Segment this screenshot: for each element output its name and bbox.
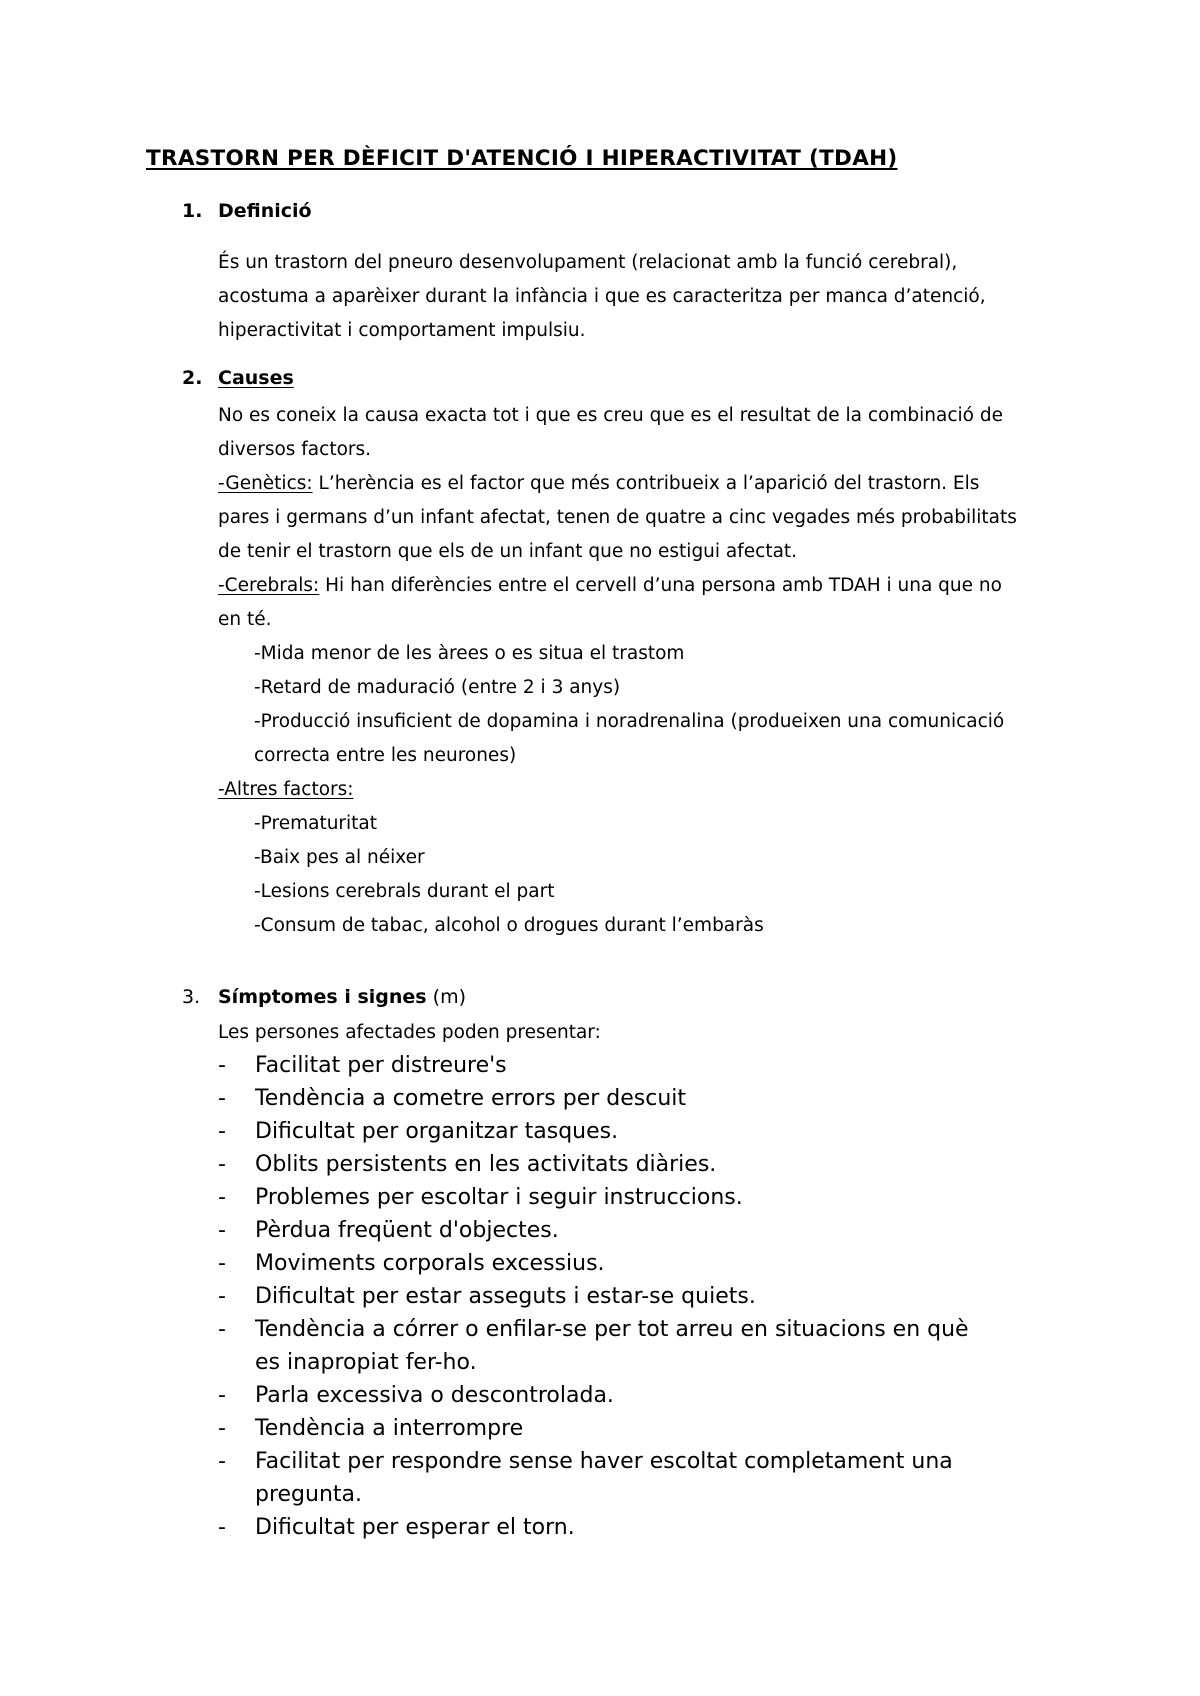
symptom-text: Tendència a cometre errors per descuit [255, 1086, 687, 1111]
bullet-dash: - [218, 1152, 226, 1177]
genetics-line [218, 467, 1017, 501]
section-3-heading [0, 986, 1200, 1016]
bullet-dash: - [218, 1449, 226, 1474]
section-2-heading [0, 367, 1200, 397]
cerebral-line: en té. [218, 609, 272, 630]
section-3-number: 3. [182, 986, 201, 1008]
other-factor-item: -Baix pes al néixer [254, 847, 425, 868]
symptom-text: Dificultat per organitzar tasques. [255, 1119, 619, 1144]
other-factor-item: -Lesions cerebrals durant el part [254, 881, 555, 902]
cerebral-text: Hi han diferències entre el cervell d’una persona amb TDAH i una que no [319, 575, 1002, 596]
cerebral-item: -Producció insuficient de dopamina i noradrenalina (produeixen una comunicació [254, 711, 1005, 732]
definition-line: És un trastorn del pneuro desenvolupament (relacionat amb la funció cerebral), [218, 252, 958, 273]
section-1-number: 1. [182, 200, 203, 222]
bullet-dash: - [218, 1053, 226, 1078]
symptom-item [218, 1082, 969, 1115]
symptom-text: Tendència a interrompre [255, 1416, 524, 1441]
cerebral-item: -Mida menor de les àrees o es situa el trastom [254, 643, 685, 664]
bullet-dash: - [218, 1383, 226, 1408]
bullet-dash: - [218, 1284, 226, 1309]
genetics-line: pares i germans d’un infant afectat, tenen de quatre a cinc vegades més probabilitats [218, 507, 1017, 528]
section-1-title: Definició [218, 200, 312, 222]
section-1-definition [218, 246, 986, 348]
bullet-dash: - [218, 1416, 226, 1441]
symptom-text: Moviments corporals excessius. [255, 1251, 605, 1276]
symptom-text: Oblits persistents en les activitats diàries. [255, 1152, 717, 1177]
section-2-causes [218, 399, 1017, 943]
symptom-item [218, 1148, 969, 1181]
symptom-text: Facilitat per distreure's [255, 1053, 507, 1078]
document-title: TRASTORN PER DÈFICIT D'ATENCIÓ I HIPERACTIVITAT (TDAH) [146, 146, 898, 171]
symptom-item [218, 1313, 969, 1379]
bullet-dash: - [218, 1086, 226, 1111]
cerebral-line [218, 569, 1017, 603]
symptom-item [218, 1115, 969, 1148]
section-3-title-text: Símptomes i signes [218, 986, 427, 1008]
symptom-item [218, 1280, 969, 1313]
bullet-dash: - [218, 1317, 226, 1342]
symptom-item [218, 1049, 969, 1082]
symptom-item [218, 1379, 969, 1412]
section-2-number: 2. [182, 367, 203, 389]
symptom-text: Tendència a córrer o enfilar-se per tot arreu en situacions en què [255, 1317, 969, 1342]
section-1-heading [0, 200, 1200, 230]
section-3-title [218, 986, 466, 1008]
bullet-dash: - [218, 1119, 226, 1144]
cerebral-label: -Cerebrals: [218, 575, 320, 596]
genetics-line: de tenir el trastorn que els de un infant que no estigui afectat. [218, 541, 798, 562]
symptom-item [218, 1181, 969, 1214]
genetics-text: L’herència es el factor que més contribueix a l’aparició del trastorn. Els [312, 473, 980, 494]
genetics-label: -Genètics: [218, 473, 313, 494]
definition-line: acostuma a aparèixer durant la infància i que es caracteritza per manca d’atenció, [218, 286, 986, 307]
symptom-item [218, 1511, 969, 1544]
symptom-item [218, 1247, 969, 1280]
causes-intro-line: No es coneix la causa exacta tot i que es creu que es el resultat de la combinació de [218, 405, 1003, 426]
bullet-dash: - [218, 1251, 226, 1276]
symptom-text: Pèrdua freqüent d'objectes. [255, 1218, 559, 1243]
definition-line: hiperactivitat i comportament impulsiu. [218, 320, 586, 341]
section-2-title: Causes [218, 367, 294, 389]
other-factor-item: -Prematuritat [254, 813, 378, 834]
symptom-item [218, 1412, 969, 1445]
bullet-dash: - [218, 1218, 226, 1243]
symptom-text: Dificultat per esperar el torn. [255, 1515, 575, 1540]
symptom-text: Parla excessiva o descontrolada. [255, 1383, 614, 1408]
symptom-text: es inapropiat fer-ho. [255, 1350, 477, 1375]
symptoms-list [218, 1049, 969, 1544]
symptom-item [218, 1445, 969, 1511]
section-3-title-suffix: (m) [426, 986, 466, 1008]
symptom-text: Dificultat per estar asseguts i estar-se quiets. [255, 1284, 756, 1309]
bullet-dash: - [218, 1515, 226, 1540]
symptom-text: Problemes per escoltar i seguir instruccions. [255, 1185, 743, 1210]
symptoms-intro: Les persones afectades poden presentar: [218, 1022, 601, 1043]
bullet-dash: - [218, 1185, 226, 1210]
other-factor-item: -Consum de tabac, alcohol o drogues durant l’embaràs [254, 915, 764, 936]
symptom-text: Facilitat per respondre sense haver escoltat completament una [255, 1449, 953, 1474]
cerebral-item: -Retard de maduració (entre 2 i 3 anys) [254, 677, 621, 698]
causes-intro-line: diversos factors. [218, 439, 372, 460]
cerebral-item: correcta entre les neurones) [254, 745, 517, 766]
symptom-text: pregunta. [255, 1482, 363, 1507]
symptom-item [218, 1214, 969, 1247]
other-factors-label: -Altres factors: [218, 779, 354, 800]
